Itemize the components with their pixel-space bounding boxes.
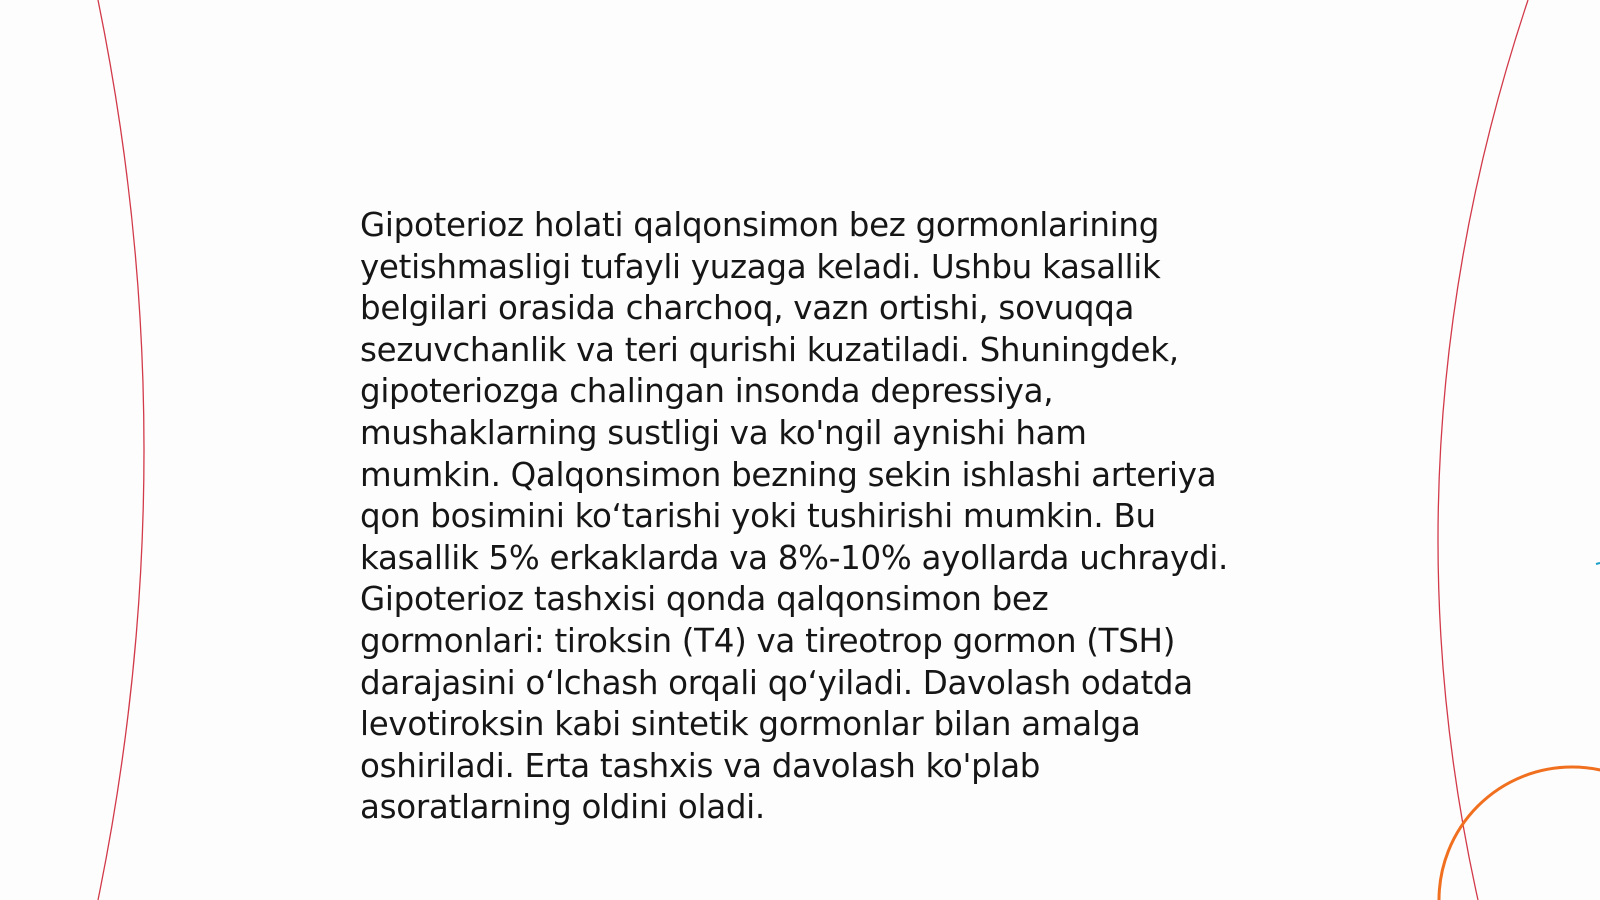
orange-circle-accent [1439, 767, 1600, 900]
paragraph-line: asoratlarning oldini oladi. [360, 788, 765, 827]
left-arc-line [98, 0, 144, 900]
paragraph-line: sezuvchanlik va teri qurishi kuzatiladi. Shuningdek, [360, 330, 1179, 369]
paragraph-line: gipoteriozga chalingan insonda depressiya, [360, 372, 1054, 411]
paragraph-line: kasallik 5% erkaklarda va 8%-10% ayollarda uchraydi. [360, 538, 1229, 577]
paragraph-line: darajasini o‘lchash orqali qo‘yiladi. Davolash odatda [360, 663, 1193, 702]
paragraph-line: mumkin. Qalqonsimon bezning sekin ishlashi arteriya [360, 455, 1217, 494]
paragraph-line: Gipoterioz tashxisi qonda qalqonsimon bez [360, 580, 1049, 619]
paragraph-line: yetishmasligi tufayli yuzaga keladi. Ushbu kasallik [360, 247, 1161, 286]
paragraph-line: mushaklarning sustligi va ko'ngil aynishi ham [360, 413, 1087, 452]
paragraph-line: levotiroksin kabi sintetik gormonlar bilan amalga [360, 705, 1141, 744]
paragraph-line: Gipoterioz holati qalqonsimon bez gormonlarining [360, 206, 1160, 244]
paragraph-line: belgilari orasida charchoq, vazn ortishi, sovuqqa [360, 289, 1135, 328]
paragraph-line: qon bosimini ko‘tarishi yoki tushirishi mumkin. Bu [360, 497, 1156, 536]
paragraph-line: gormonlari: tiroksin (T4) va tireotrop gormon (TSH) [360, 621, 1176, 660]
blue-tick-accent [1596, 563, 1600, 564]
right-arc-line [1438, 0, 1528, 900]
paragraph-line: oshiriladi. Erta tashxis va davolash ko'plab [360, 746, 1041, 785]
body-paragraph [360, 205, 1260, 829]
